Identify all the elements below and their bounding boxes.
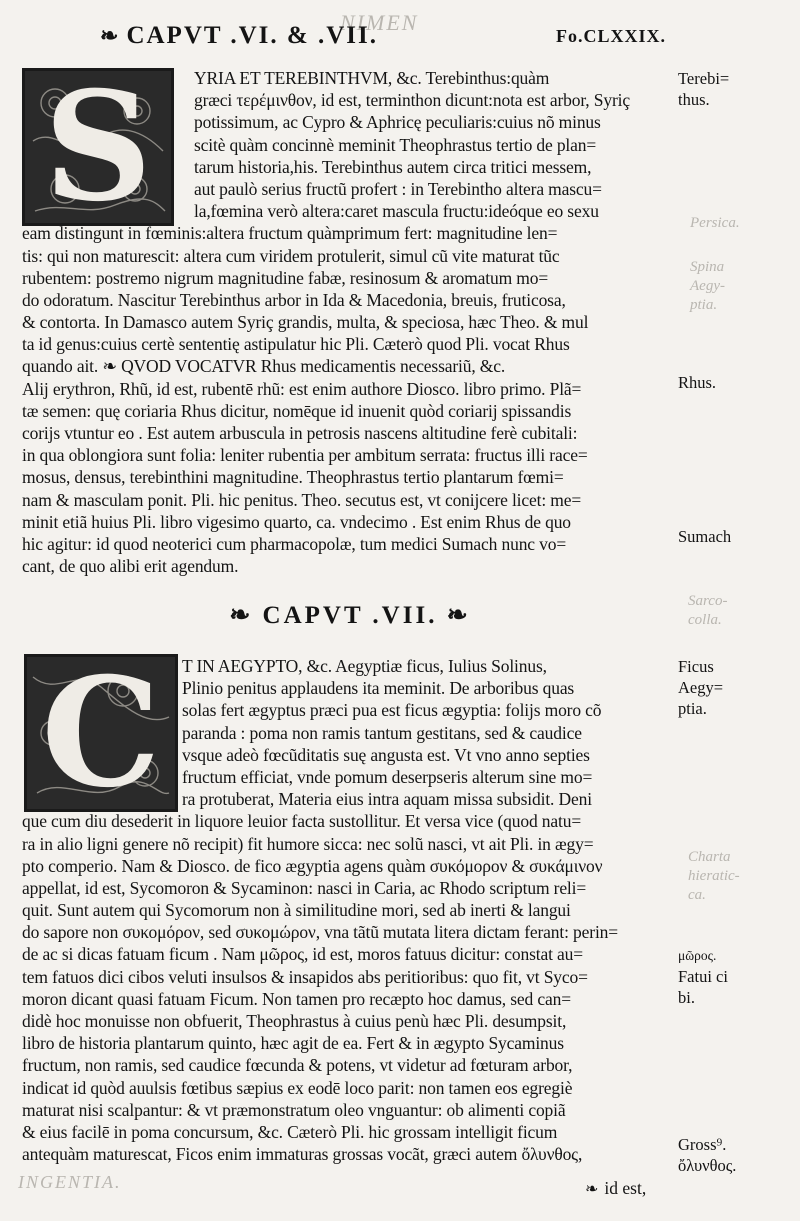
text-line: eam distingunt in fœminis:altera fructum quàmprimum fert: magnitudine len=: [22, 223, 558, 244]
margin-note-rhus: Rhus.: [678, 373, 717, 392]
bleedthrough-charta: Charta hieratic- ca.: [688, 849, 740, 903]
text-line: appellat, id est, Sycomoron & Sycaminon: nasci in Caria, ac Rhodo scriptum reli=: [22, 877, 587, 898]
text-line: aut paulò serius fructũ profert : in Terebintho altera mascu=: [194, 178, 602, 199]
text-line: ta id genus:cuius certè sententię astipulatur hic Pli. Cæterò quod Pli. vocat Rhus: [22, 334, 570, 355]
margin-note-gross: Gross⁹. ὄλυνθος.: [678, 1135, 737, 1175]
text-line: maturat nisi scalpantur: & vt præmonstratum oleo vnguantur: ob alimenti copiã: [22, 1099, 566, 1120]
text-line: T IN AEGYPTO, &c. Aegyptiæ ficus, Iulius Solinus,: [182, 656, 547, 676]
text-line: pto comperio. Nam & Diosco. de fico ægyptia agens quàm συκόμορον & συκάμινον: [22, 855, 603, 876]
text-line: vsque adeò fœcũditatis suę angusta est. Vt vno anno septies: [182, 744, 590, 765]
text-line: tæ semen: quę coriaria Rhus dicitur, nomēque id inuenit quòd coriarij spissandis: [22, 400, 572, 421]
chapter-heading: ❧ CAPVT .VII. ❧: [229, 602, 471, 629]
text-line: tis: qui non maturescit: altera cum viridem protulerit, simul cũ vite maturat tũc: [22, 245, 560, 266]
text-line: nam & masculam ponit. Pli. hic penitus. Theo. secutus est, vt conijcere licet: me=: [22, 489, 582, 510]
section-2-text: [22, 655, 662, 1165]
text-line: Plinio penitus applaudens ita meminit. De arboribus quas: [182, 678, 575, 699]
text-line: quando ait. ❧ QVOD VOCATVR Rhus medicamentis necessariũ, &c.: [22, 356, 506, 377]
leaf-ornament-icon: ❧: [100, 23, 121, 48]
catchword: [585, 1178, 646, 1199]
margin-note-ficus: Ficus Aegy= ptia.: [678, 657, 724, 718]
text-line: in qua oblongiora sunt folia: leniter rubentia per ambitum serrata: fructus illi race=: [22, 445, 588, 466]
text-line: græci τερέμινθον, id est, terminthon dicunt:nota est arbor, Syriç: [194, 90, 630, 111]
margin-note-fatui: Fatui ci bi.: [678, 967, 728, 1007]
bleedthrough-sarco: Sarco- colla.: [688, 593, 728, 628]
running-head-title: CAPVT .VI. & .VII.: [126, 22, 378, 49]
text-line: tarum historia,his. Terebinthus autem circa tritici messem,: [194, 156, 592, 177]
text-line: ra protuberat, Materia eius intra aquam missa subsidit. Deni: [182, 789, 592, 810]
text-line: tem fatuos dici cibos veluti insulsos & insapidos abs peritioribus: quo fit, vt Syco=: [22, 966, 588, 987]
text-line: fructum efficiat, vnde pomum deserpseris alterum sine mo=: [182, 766, 593, 787]
text-line: quit. Sunt autem qui Sycomorum non à similitudine mori, sed ab inerti & langui: [22, 900, 571, 921]
running-head: [100, 22, 666, 50]
text-line: de ac si dicas fatuam ficum . Nam μῶρος, id est, moros fatuus dicitur: constat au=: [22, 944, 583, 965]
initial-letter: S: [43, 68, 153, 226]
text-line: rubentem: postremo nigrum magnitudine fabæ, resinosum & aromatum mo=: [22, 267, 549, 288]
text-line: do odoratum. Nascitur Terebinthus arbor in Ida & Macedonia, breuis, fruticosa,: [22, 289, 566, 310]
text-line: que cum diu desederit in liquore leuior facta sustollitur. Et versa vice (quod natu=: [22, 811, 582, 832]
text-line: minit etiã huius Pli. libro vigesimo quarto, ca. vndecimo . Est enim Rhus de quo: [22, 511, 571, 532]
text-line: potissimum, ac Cypro & Aphricę peculiaris:cuius nõ minus: [194, 112, 601, 133]
catchword-text: id est,: [604, 1178, 647, 1198]
text-line: libro de historia plantarum quinto, hæc agit de ea. Fert & in ægypto Sycaminus: [22, 1033, 564, 1054]
text-line: indicat id quòd auulsis fœtibus sæpius ex eodē loco parit: non tamen eos egregiè: [22, 1077, 573, 1098]
text-line: antequàm maturescat, Ficos enim immaturas grossas vocãt, græci autem ὄλυνθος,: [22, 1144, 583, 1165]
folio-number: Fo.CLXXIX.: [555, 26, 666, 46]
text-line: Alij erythron, Rhũ, id est, rubentē rhũ: est enim authore Diosco. libro primo. Plã=: [22, 378, 582, 399]
margin-note-terebinthus: Terebi= thus.: [678, 69, 730, 109]
bleedthrough-persica: Persica.: [690, 215, 740, 231]
section-1-text: [22, 67, 662, 577]
text-line: corijs vtuntur eo . Est autem arbuscula in petrosis nascens altitudine ferè cubitali:: [22, 423, 578, 443]
bleedthrough-spina: Spina Aegy- ptia.: [690, 259, 725, 313]
text-line: YRIA ET TEREBINTHVM, &c. Terebinthus:quàm: [194, 68, 550, 88]
margin-note-sumach: Sumach: [678, 527, 732, 546]
bleedthrough-top: NIMEN: [340, 10, 419, 35]
initial-letter: C: [41, 654, 161, 812]
text-line: hic agitur: id quod neoterici cum pharmacopolæ, tum medici Sumach nunc vo=: [22, 533, 567, 554]
text-line: ra in alio ligni genere nõ recipit) fit humore sicca: nec solũ nasci, vt ait Pli. in ægy=: [22, 833, 594, 854]
text-line: scitè quàm concinnè meminit Theophrastus tertio de plan=: [194, 134, 597, 155]
text-line: la,fœmina verò altera:caret mascula fructu:ideóque eo sexu: [194, 201, 599, 222]
text-line: cant, de quo alibi erit agendum.: [22, 556, 239, 577]
text-line: & eius facilē in poma concursum, &c. Cæterò Pli. hic grossam intelligit ficum: [22, 1121, 558, 1142]
leaf-ornament-icon: ❧: [585, 1181, 599, 1198]
margin-note-moros: μῶρος.: [678, 948, 717, 963]
text-line: fructum, non ramis, sed caudice fœcunda & potens, vt videtur ad fœturam arbor,: [22, 1055, 573, 1076]
text-line: do sapore non συκομόρον, sed συκομώρον, vna tãtũ mutata litera dictam ferant: perin=: [22, 922, 618, 943]
text-line: & contorta. In Damasco autem Syriç grandis, multa, & speciosa, hæc Theo. & mul: [22, 312, 589, 333]
text-line: solas fert ægyptus præci pua est ficus ægyptia: folijs moro cõ: [182, 700, 602, 721]
text-line: paranda : poma non ramis tantum gestitans, sed & caudice: [182, 722, 582, 743]
text-line: moron dicant quasi fatuam Ficum. Non tamen pro recæpto hoc damus, sed can=: [22, 988, 571, 1009]
text-line: didè hoc monuisse non obfuerit, Theophrastus à cuius penù hæc Pli. desumpsit,: [22, 1011, 567, 1031]
bleedthrough-bottom: INGENTIA.: [18, 1172, 122, 1192]
text-line: mosus, densus, terebinthini magnitudine. Theophrastus tertio plantarum fœmi=: [22, 467, 564, 488]
